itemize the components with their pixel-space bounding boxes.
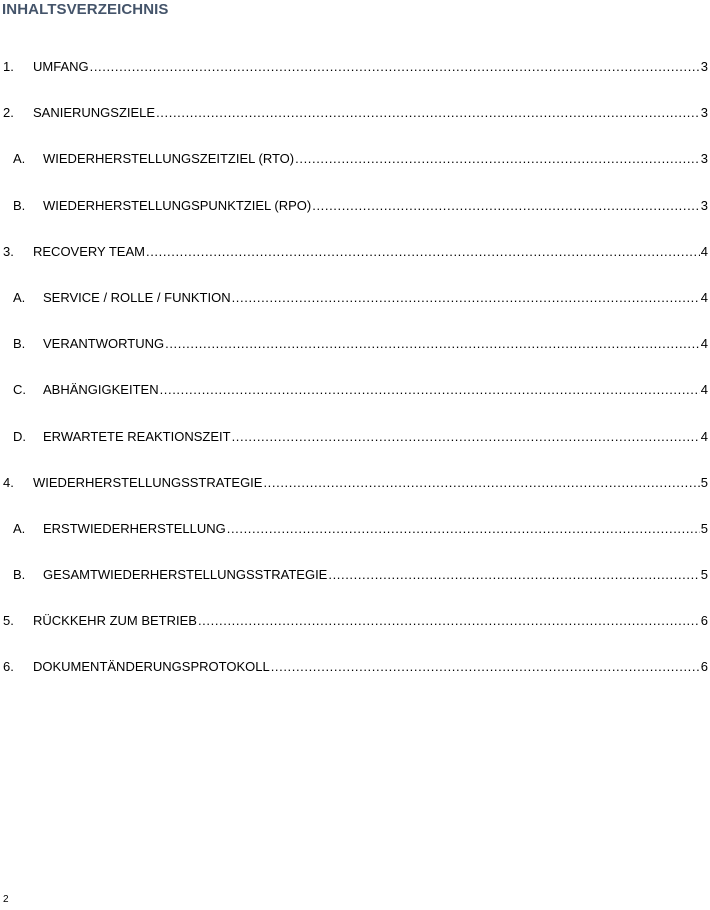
toc-entry-number: 2. <box>3 105 14 121</box>
toc-entry-number: 1. <box>3 59 14 74</box>
toc-entry[interactable] <box>0 335 710 381</box>
toc-entry[interactable] <box>0 612 710 658</box>
toc-entry-number: 6. <box>3 659 14 675</box>
toc-dot-leader <box>156 104 700 122</box>
toc-dot-leader <box>227 520 700 538</box>
toc-dot-leader <box>271 658 700 676</box>
toc-entry[interactable] <box>0 243 710 289</box>
toc-entry[interactable] <box>0 289 710 335</box>
toc-entry-number: A. <box>13 289 26 305</box>
toc-entry-page: 6 <box>700 613 708 629</box>
toc-entry-number: 3. <box>3 243 14 259</box>
toc-dot-leader <box>312 197 700 215</box>
toc-dot-leader <box>328 566 699 584</box>
toc-entry-page: 5 <box>700 474 708 490</box>
toc-entry-number: B. <box>13 567 26 583</box>
toc-entry-page: 3 <box>700 151 708 167</box>
toc-entry-title[interactable]: DOKUMENTÄNDERUNGSPROTOKOLL <box>33 659 270 675</box>
toc-entry[interactable] <box>0 197 710 243</box>
toc-dot-leader <box>232 428 700 446</box>
toc-entry[interactable] <box>0 428 710 474</box>
toc-entry-page: 3 <box>700 105 708 121</box>
toc-entry-number: B. <box>13 197 26 213</box>
toc-entry-number: B. <box>13 336 26 352</box>
toc-entry-page: 4 <box>700 289 708 305</box>
footer-page-number: 2 <box>3 894 9 905</box>
toc-entry-page: 5 <box>700 520 708 536</box>
toc-entry-number: D. <box>13 428 26 444</box>
toc-entry-page: 6 <box>700 659 708 675</box>
toc-entry-title[interactable]: UMFANG <box>33 59 89 74</box>
toc-entry-title[interactable]: SERVICE / ROLLE / FUNKTION <box>43 289 231 305</box>
toc-entry[interactable] <box>0 566 710 612</box>
toc-entry[interactable] <box>0 381 710 427</box>
toc-entry-title[interactable]: ERWARTETE REAKTIONSZEIT <box>43 428 231 444</box>
toc-entry-title[interactable]: WIEDERHERSTELLUNGSSTRATEGIE <box>33 474 263 490</box>
toc-entry-page: 4 <box>700 382 708 398</box>
toc-entry-page: 3 <box>700 197 708 213</box>
toc-entry-page: 4 <box>700 243 708 259</box>
toc-dot-leader <box>232 289 700 307</box>
toc-entry-number: 5. <box>3 613 14 629</box>
toc-entry-number: A. <box>13 151 26 167</box>
toc-entry-title[interactable]: SANIERUNGSZIELE <box>33 105 156 121</box>
toc-entry-page: 4 <box>700 336 708 352</box>
toc-entry[interactable] <box>0 474 710 520</box>
toc-entry-title[interactable]: RÜCKKEHR ZUM BETRIEB <box>33 613 197 629</box>
toc-entry-title[interactable]: VERANTWORTUNG <box>43 336 165 352</box>
toc-dot-leader <box>263 474 699 492</box>
toc-entry[interactable] <box>0 520 710 566</box>
toc-dot-leader <box>90 58 700 76</box>
toc-list <box>0 58 710 705</box>
toc-dot-leader <box>295 150 700 168</box>
toc-entry-page: 4 <box>700 428 708 444</box>
toc-heading: INHALTSVERZEICHNIS <box>2 1 169 18</box>
toc-entry-title[interactable]: ABHÄNGIGKEITEN <box>43 382 159 398</box>
toc-dot-leader <box>165 335 700 353</box>
toc-dot-leader <box>146 243 700 261</box>
toc-entry[interactable] <box>0 58 710 104</box>
toc-entry-title[interactable]: WIEDERHERSTELLUNGSPUNKTZIEL (RPO) <box>43 197 312 213</box>
toc-entry-title[interactable]: RECOVERY TEAM <box>33 243 145 259</box>
toc-dot-leader <box>160 381 700 399</box>
toc-entry[interactable] <box>0 150 710 196</box>
toc-entry-number: A. <box>13 520 26 536</box>
toc-entry-page: 5 <box>700 567 708 583</box>
toc-entry-page: 3 <box>700 59 708 74</box>
toc-entry[interactable] <box>0 658 710 704</box>
toc-dot-leader <box>198 612 700 630</box>
toc-entry-number: C. <box>13 382 26 398</box>
toc-entry-title[interactable]: GESAMTWIEDERHERSTELLUNGSSTRATEGIE <box>43 567 328 583</box>
toc-entry-title[interactable]: ERSTWIEDERHERSTELLUNG <box>43 520 226 536</box>
toc-entry[interactable] <box>0 104 710 150</box>
toc-entry-title[interactable]: WIEDERHERSTELLUNGSZEITZIEL (RTO) <box>43 151 295 167</box>
toc-entry-number: 4. <box>3 474 14 490</box>
